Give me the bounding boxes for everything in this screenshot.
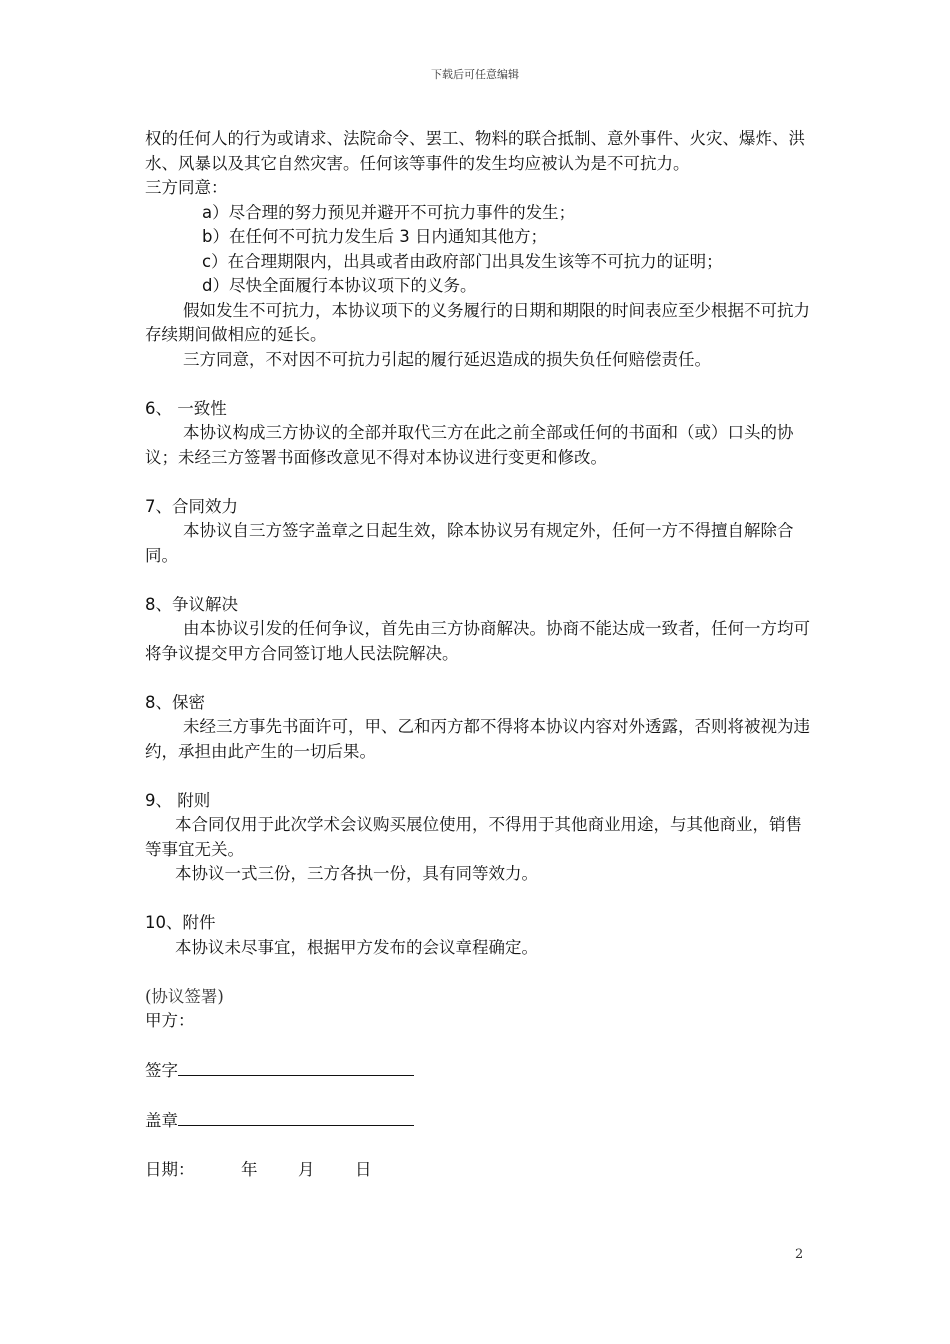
page-header: 下载后可任意编辑 [431,68,519,81]
section-8b-text: 未经三方事先书面许可，甲、乙和丙方都不得将本协议内容对外透露，否则将被视为违约，承担由此产生的一切后果。 [145,717,810,761]
date-row [145,1158,810,1183]
list-item: d）尽快全面履行本协议项下的义务。 [202,276,477,295]
agree-heading: 三方同意： [145,178,228,197]
document-body [145,127,810,1183]
seal-row [145,1108,810,1134]
list-item: c）在合理期限内，出具或者由政府部门出具发生该等不可抗力的证明； [202,251,723,271]
section-7-text: 本协议自三方签字盖章之日起生效，除本协议另有规定外，任何一方不得擅自解除合同。 [145,521,794,565]
force-majeure-continued: 权的任何人的行为或请求、法院命令、罢工、物料的联合抵制、意外事件、火灾、爆炸、洪水、风暴以及其它自然灾害。任何该等事件的发生均应被认为是不可抗力。 [145,129,805,173]
section-6-text: 本协议构成三方协议的全部并取代三方在此之前全部或任何的书面和（或）口头的协议；未经三方签署书面修改意见不得对本协议进行变更和修改。 [145,423,794,467]
section-8b-title: 8、保密 [145,692,205,712]
list-item: b）在任何不可抗力发生后 3 日内通知其他方； [202,227,547,246]
party-a-label: 甲方： [145,1011,195,1030]
seal-label: 盖章 [145,1111,178,1130]
date-label: 日期： [145,1160,195,1179]
sign-line [178,1058,414,1076]
section-9-text-1: 本合同仅用于此次学术会议购买展位使用，不得用于其他商业用途，与其他商业，销售等事宜无关。 [145,815,802,859]
section-9-text-2: 本协议一式三份，三方各执一份，具有同等效力。 [175,864,538,883]
date-day: 日 [355,1160,372,1179]
section-9-title: 9、 附则 [145,790,211,810]
section-7-title: 7、合同效力 [145,496,238,516]
section-10-text: 本协议未尽事宜，根据甲方发布的会议章程确定。 [175,937,538,957]
page-number: 2 [795,1247,804,1262]
no-liability-paragraph: 三方同意，不对因不可抗力引起的履行延迟造成的损失负任何赔偿责任。 [183,349,711,369]
section-10-title: 10、附件 [145,913,216,932]
list-item: a）尽合理的努力预见并避开不可抗力事件的发生； [202,202,576,222]
seal-line [178,1108,414,1126]
sign-label: 签字 [145,1061,178,1080]
section-8-title: 8、争议解决 [145,594,238,614]
section-6-title: 6、 一致性 [145,398,227,418]
signature-heading: (协议签署) [145,986,224,1006]
delay-paragraph: 假如发生不可抗力，本协议项下的义务履行的日期和期限的时间表应至少根据不可抗力存续期间做相应的延长。 [145,300,810,344]
sign-row [145,1058,810,1084]
date-year: 年 [241,1160,258,1179]
section-8-text: 由本协议引发的任何争议，首先由三方协商解决。协商不能达成一致者，任何一方均可将争议提交甲方合同签订地人民法院解决。 [145,619,810,663]
date-month: 月 [298,1160,315,1179]
